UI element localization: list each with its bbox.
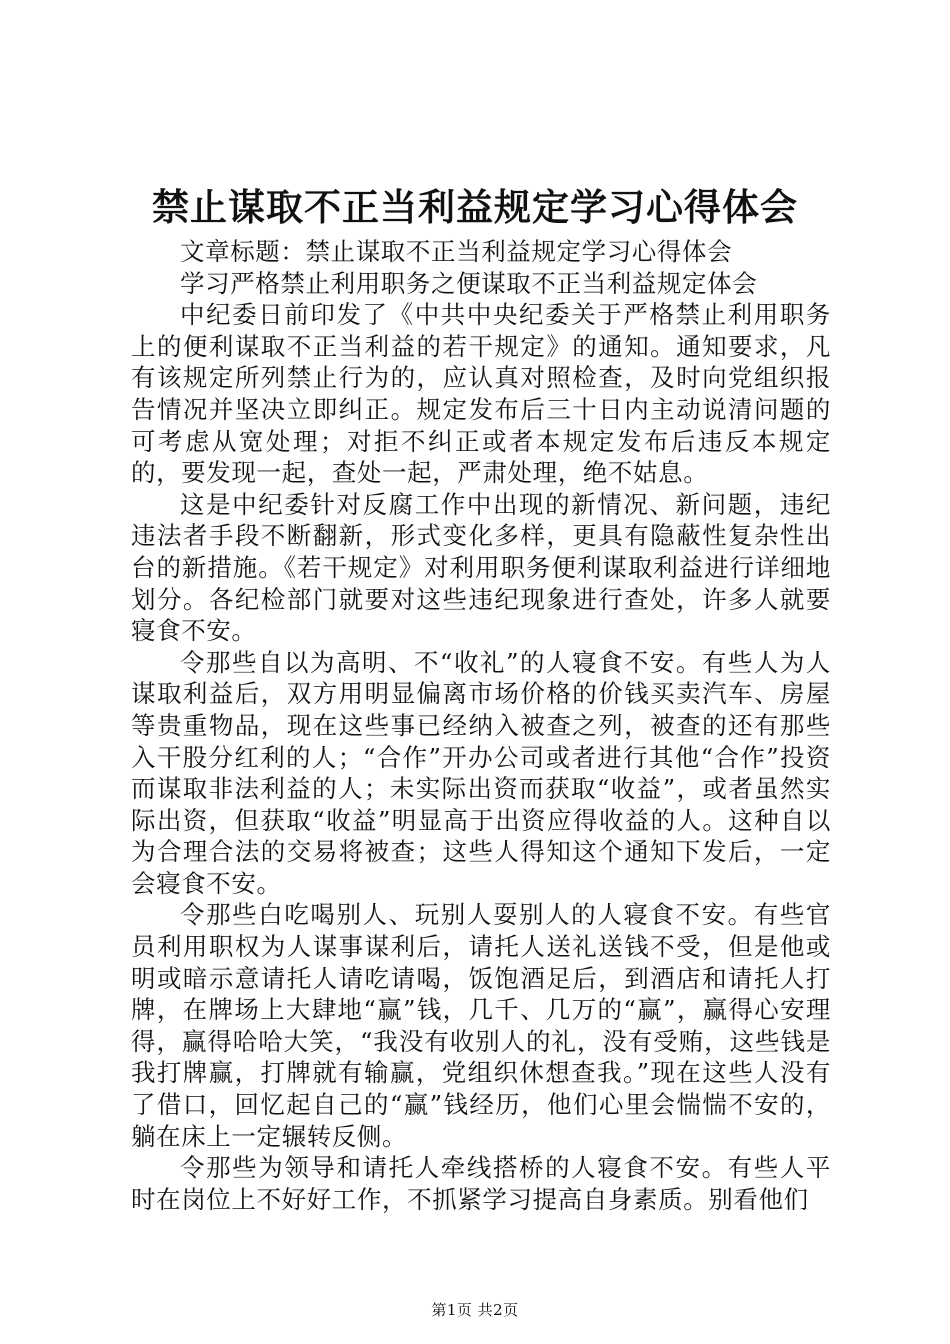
paragraph: 中纪委日前印发了《中共中央纪委关于严格禁止利用职务上的便利谋取不正当利益的若干规定》的通知。通知要求，凡有该规定所列禁止行为的，应认真对照检查，及时向党组织报告情况并坚决立即纠正。规定发布后三十日内主动说清问题的可考虑从宽处理；对拒不纠正或者本规定发布后违反本规定的，要发现一起，查处一起，严肃处理，绝不姑息。 bbox=[131, 300, 831, 488]
document-title: 禁止谋取不正当利益规定学习心得体会 bbox=[152, 185, 798, 229]
document-body bbox=[131, 236, 831, 1215]
paragraph: 令那些自以为高明、不“收礼”的人寝食不安。有些人为人谋取利益后，双方用明显偏离市场价格的价钱买卖汽车、房屋等贵重物品，现在这些事已经纳入被查之列，被查的还有那些入干股分红利的人；“合作”开办公司或者进行其他“合作”投资而谋取非法利益的人；未实际出资而获取“收益”，或者虽然实际出资，但获取“收益”明显高于出资应得收益的人。这种自以为合理合法的交易将被查；这些人得知这个通知下发后，一定会寝食不安。 bbox=[131, 647, 831, 898]
paragraph: 这是中纪委针对反腐工作中出现的新情况、新问题，违纪违法者手段不断翻新，形式变化多样，更具有隐蔽性复杂性出台的新措施。《若干规定》对利用职务便利谋取利益进行详细地划分。各纪检部门就要对这些违纪现象进行查处，许多人就要寝食不安。 bbox=[131, 489, 831, 646]
article-title-line: 文章标题：禁止谋取不正当利益规定学习心得体会 bbox=[180, 237, 733, 266]
subtitle-line: 学习严格禁止利用职务之便谋取不正当利益规定体会 bbox=[180, 268, 758, 298]
paragraph: 令那些白吃喝别人、玩别人耍别人的人寝食不安。有些官员利用职权为人谋事谋利后，请托人送礼送钱不受，但是他或明或暗示意请托人请吃请喝，饭饱酒足后，到酒店和请托人打牌，在牌场上大肆地“赢”钱，几千、几万的“赢”，赢得心安理得，赢得哈哈大笑，“我没有收别人的礼，没有受贿，这些钱是我打牌赢，打牌就有输赢，党组织休想查我。”现在这些人没有了借口，回忆起自己的“赢”钱经历，他们心里会惴惴不安的，躺在床上一定辗转反侧。 bbox=[131, 900, 831, 1151]
page-footer: 第1页 共2页 bbox=[431, 1301, 519, 1319]
paragraph: 令那些为领导和请托人牵线搭桥的人寝食不安。有些人平时在岗位上不好好工作，不抓紧学习提高自身素质。别看他们 bbox=[131, 1153, 831, 1214]
